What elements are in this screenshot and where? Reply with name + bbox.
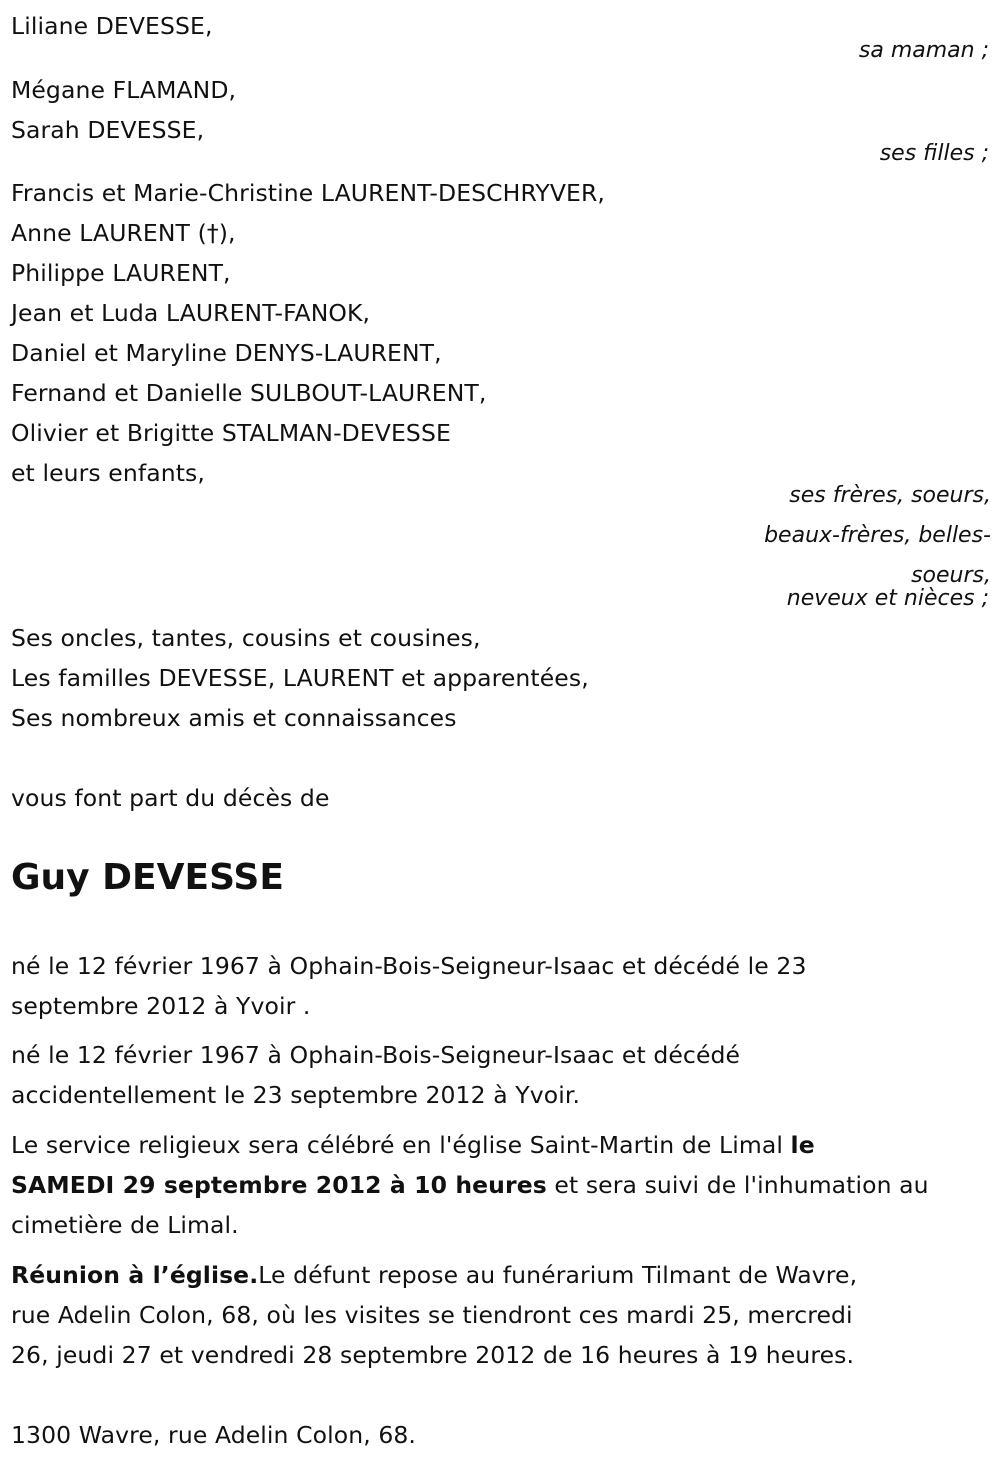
mother-role: sa maman ;	[858, 38, 989, 63]
meeting-label: Réunion à l’église.	[11, 1261, 259, 1289]
extended-family-line: Ses oncles, tantes, cousins et cousines,	[11, 624, 481, 652]
mother-name: Liliane DEVESSE,	[11, 12, 213, 40]
service-line	[11, 1171, 929, 1199]
daughter-name: Mégane FLAMAND,	[11, 76, 237, 104]
visitation-line: 26, jeudi 27 et vendredi 28 septembre 2012 de 16 heures à 19 heures.	[11, 1341, 855, 1369]
siblings-role-line: soeurs,	[911, 563, 991, 588]
siblings-role-line: ses frères, soeurs,	[789, 483, 991, 508]
extended-family-line: Ses nombreux amis et connaissances	[11, 704, 457, 732]
address: 1300 Wavre, rue Adelin Colon, 68.	[11, 1421, 417, 1449]
service-line	[11, 1131, 815, 1159]
sibling-line: Anne LAURENT (†),	[11, 219, 236, 247]
sibling-line: Philippe LAURENT,	[11, 259, 231, 287]
service-date-emphasis: SAMEDI 29 septembre 2012 à 10 heures	[11, 1171, 547, 1199]
sibling-line: Francis et Marie-Christine LAURENT-DESCHRYVER,	[11, 179, 605, 207]
birth-death-line: septembre 2012 à Yvoir .	[11, 992, 311, 1020]
announcement-intro: vous font part du décès de	[11, 784, 330, 812]
birth-death-line: accidentellement le 23 septembre 2012 à Yvoir.	[11, 1081, 581, 1109]
service-text: et sera suivi de l'inhumation au	[546, 1171, 929, 1199]
visitation-line	[11, 1261, 857, 1289]
visitation-text: Le défunt repose au funérarium Tilmant de Wavre,	[258, 1261, 858, 1289]
service-text: Le service religieux sera célébré en l'église Saint-Martin de Limal	[11, 1131, 791, 1159]
birth-death-line: né le 12 février 1967 à Ophain-Bois-Seigneur-Isaac et décédé	[11, 1041, 741, 1069]
daughters-role: ses filles ;	[879, 141, 989, 166]
service-date-emphasis: le	[790, 1131, 815, 1159]
visitation-line: rue Adelin Colon, 68, où les visites se tiendront ces mardi 25, mercredi	[11, 1301, 853, 1329]
sibling-line: Fernand et Danielle SULBOUT-LAURENT,	[11, 379, 487, 407]
service-line: cimetière de Limal.	[11, 1211, 239, 1239]
extended-family-line: Les familles DEVESSE, LAURENT et apparentées,	[11, 664, 589, 692]
deceased-name: Guy DEVESSE	[11, 857, 284, 898]
sibling-line: et leurs enfants,	[11, 459, 205, 487]
daughter-name: Sarah DEVESSE,	[11, 116, 205, 144]
sibling-line: Daniel et Maryline DENYS-LAURENT,	[11, 339, 442, 367]
sibling-line: Jean et Luda LAURENT-FANOK,	[11, 299, 371, 327]
sibling-line: Olivier et Brigitte STALMAN-DEVESSE	[11, 419, 451, 447]
siblings-role-line: neveux et nièces ;	[786, 586, 989, 611]
birth-death-line: né le 12 février 1967 à Ophain-Bois-Seigneur-Isaac et décédé le 23	[11, 952, 807, 980]
siblings-role-line: beaux-frères, belles-	[764, 523, 991, 548]
